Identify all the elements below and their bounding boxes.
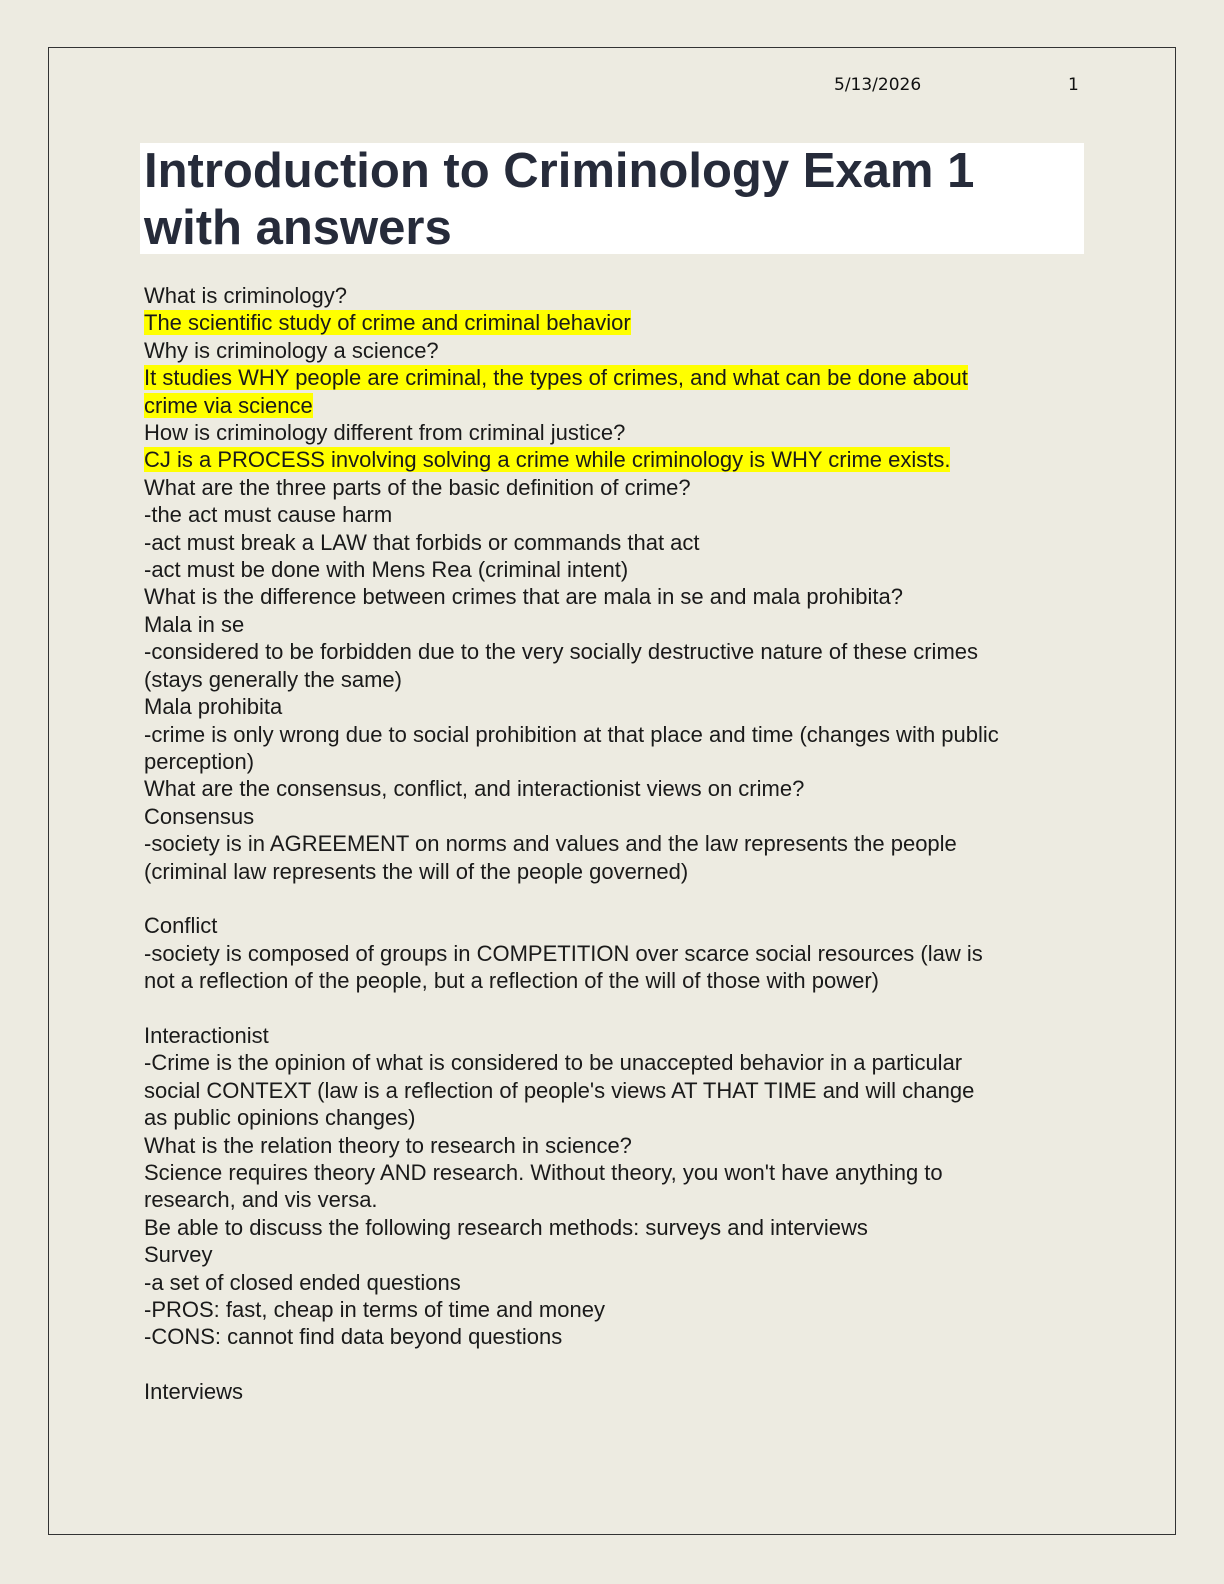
text-line: perception) (144, 748, 255, 774)
question-line: How is criminology different from criminal justice? (144, 420, 626, 446)
text-line: -considered to be forbidden due to the very socially destructive nature of these crimes (144, 639, 979, 665)
text-line: -PROS: fast, cheap in terms of time and money (144, 1297, 605, 1322)
question-line: Why is criminology a science? (144, 337, 439, 363)
question-line: What is the relation theory to research in science? (144, 1132, 632, 1158)
header-date: 5/13/2026 (834, 75, 922, 95)
text-line: Mala in se (144, 611, 245, 637)
highlighted-answer: crime via science (144, 392, 313, 418)
blank-line (144, 995, 1088, 1022)
text-line: social CONTEXT (law is a reflection of people's views AT THAT TIME and will change (144, 1077, 975, 1103)
text-line: Interactionist (144, 1022, 269, 1048)
highlighted-answer: CJ is a PROCESS involving solving a crime while criminology is WHY crime exists. (144, 447, 951, 473)
text-line: -society is composed of groups in COMPETITION over scarce social resources (law is (144, 940, 983, 966)
text-line: as public opinions changes) (144, 1105, 416, 1131)
text-line: -Crime is the opinion of what is considered to be unaccepted behavior in a particular (144, 1050, 963, 1076)
question-line: What is criminology? (144, 283, 347, 308)
question-line: What are the consensus, conflict, and interactionist views on crime? (144, 776, 805, 802)
answer-line (144, 309, 1088, 336)
text-line: -act must break a LAW that forbids or commands that act (144, 529, 700, 555)
blank-line (144, 885, 1088, 912)
text-line: -CONS: cannot find data beyond questions (144, 1324, 563, 1350)
page-number: 1 (1068, 75, 1079, 95)
document-body (144, 282, 1088, 1406)
text-line: Survey (144, 1242, 213, 1268)
answer-line (144, 392, 1088, 419)
text-line: not a reflection of the people, but a reflection of the will of those with power) (144, 968, 879, 994)
text-line: research, and vis versa. (144, 1187, 378, 1213)
text-line: Science requires theory AND research. Without theory, you won't have anything to (144, 1159, 943, 1185)
answer-line (144, 446, 1088, 473)
answer-line (144, 364, 1088, 391)
text-line: Interviews (144, 1379, 244, 1405)
text-line: -a set of closed ended questions (144, 1269, 461, 1295)
document-title: Introduction to Criminology Exam 1 with answers (144, 144, 975, 255)
text-line: -the act must cause harm (144, 502, 393, 528)
blank-line (144, 1351, 1088, 1378)
text-line: (criminal law represents the will of the people governed) (144, 858, 689, 884)
text-line: Conflict (144, 913, 218, 939)
text-line: (stays generally the same) (144, 666, 402, 692)
text-line: Mala prohibita (144, 694, 283, 720)
text-line: -act must be done with Mens Rea (criminal intent) (144, 557, 629, 583)
text-line: -crime is only wrong due to social prohibition at that place and time (changes with public (144, 721, 999, 747)
text-line: -society is in AGREEMENT on norms and values and the law represents the people (144, 831, 957, 857)
highlighted-answer: It studies WHY people are criminal, the types of crimes, and what can be done about (144, 365, 968, 391)
highlighted-answer: The scientific study of crime and criminal behavior (144, 310, 631, 336)
question-line: Be able to discuss the following research methods: surveys and interviews (144, 1214, 868, 1240)
text-line: Consensus (144, 803, 255, 829)
question-line: What is the difference between crimes that are mala in se and mala prohibita? (144, 584, 903, 610)
question-line: What are the three parts of the basic definition of crime? (144, 474, 691, 500)
